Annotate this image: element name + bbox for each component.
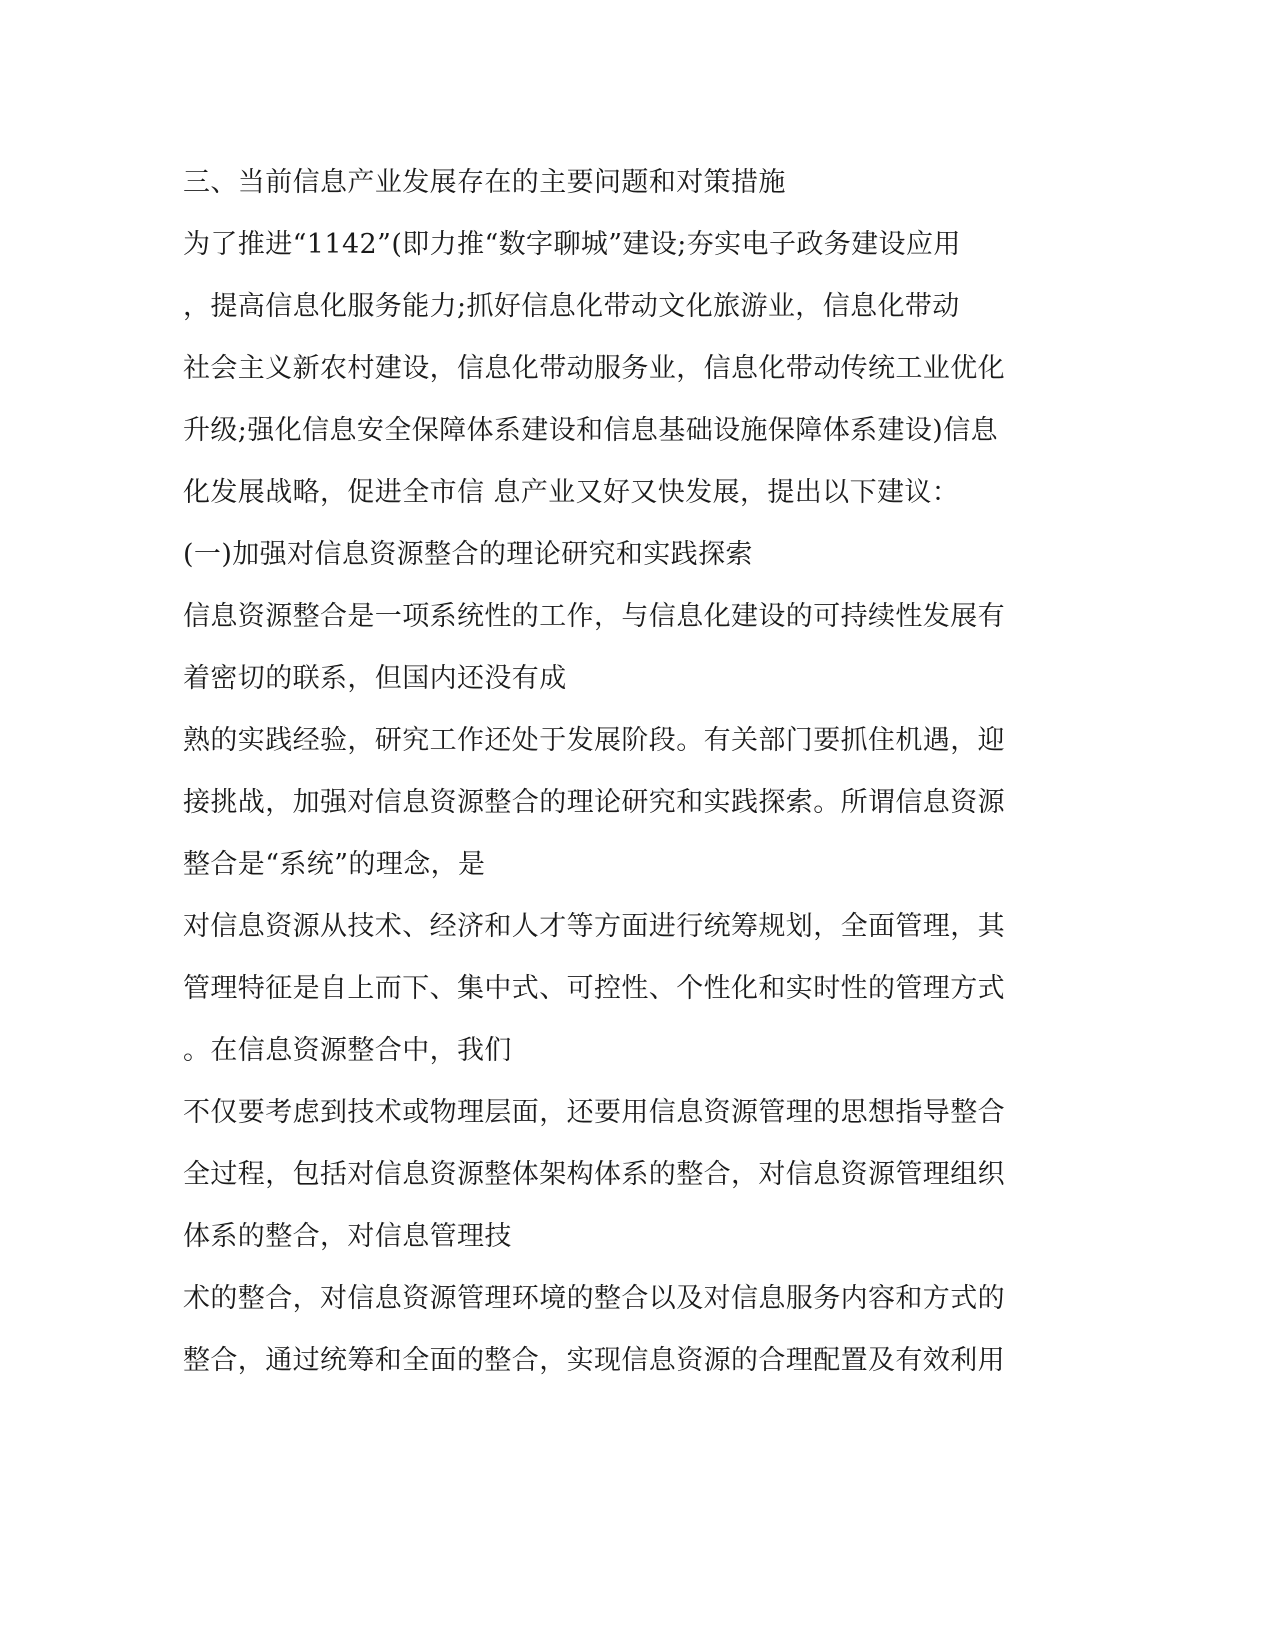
- paragraph-line: 社会主义新农村建设，信息化带动服务业，信息化带动传统工业优化: [183, 353, 1005, 384]
- paragraph-line: 不仅要考虑到技术或物理层面，还要用信息资源管理的思想指导整合: [183, 1097, 1005, 1128]
- paragraph-line: 熟的实践经验，研究工作还处于发展阶段。有关部门要抓住机遇，迎: [183, 725, 1005, 756]
- section-heading: 三、当前信息产业发展存在的主要问题和对策措施: [183, 167, 786, 198]
- paragraph-line: 管理特征是自上而下、集中式、可控性、个性化和实时性的管理方式: [183, 973, 1005, 1004]
- paragraph-line: 体系的整合，对信息管理技: [183, 1221, 512, 1252]
- paragraph-line: 信息资源整合是一项系统性的工作，与信息化建设的可持续性发展有: [183, 601, 1005, 632]
- paragraph-line: 对信息资源从技术、经济和人才等方面进行统筹规划，全面管理，其: [183, 911, 1005, 942]
- paragraph-line: 为了推进“1142”(即力推“数字聊城”建设;夯实电子政务建设应用: [183, 229, 961, 260]
- body-text: [183, 160, 1023, 1400]
- paragraph-line: ，提高信息化服务能力;抓好信息化带动文化旅游业，信息化带动: [183, 291, 960, 322]
- paragraph-line: 整合，通过统筹和全面的整合，实现信息资源的合理配置及有效利用: [183, 1345, 1005, 1376]
- paragraph-line: 接挑战，加强对信息资源整合的理论研究和实践探索。所谓信息资源: [183, 787, 1005, 818]
- paragraph-line: 化发展战略，促进全市信 息产业又好又快发展，提出以下建议：: [183, 477, 960, 508]
- paragraph-line: 升级;强化信息安全保障体系建设和信息基础设施保障体系建设)信息: [183, 415, 999, 446]
- paragraph-line: 术的整合，对信息资源管理环境的整合以及对信息服务内容和方式的: [183, 1283, 1005, 1314]
- subsection-heading: (一)加强对信息资源整合的理论研究和实践探索: [183, 539, 753, 570]
- paragraph-line: 着密切的联系，但国内还没有成: [183, 663, 567, 694]
- paragraph-line: 整合是“系统”的理念，是: [183, 849, 486, 880]
- paragraph-line: 全过程，包括对信息资源整体架构体系的整合，对信息资源管理组织: [183, 1159, 1005, 1190]
- paragraph-line: 。在信息资源整合中，我们: [183, 1035, 512, 1066]
